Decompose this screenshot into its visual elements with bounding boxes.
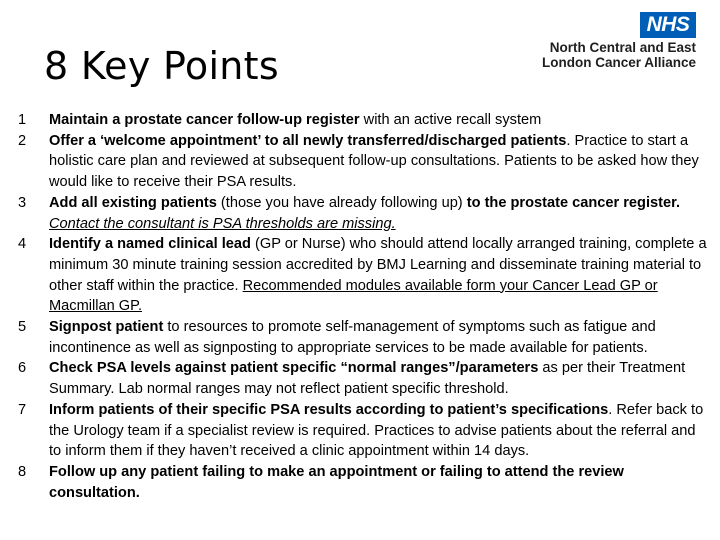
key-point-4 [16,234,708,317]
point-number: 5 [18,319,27,336]
point-text [49,131,708,193]
point-body: (GP or Nurse) who should attend locally arranged training, complete a minimum 30 minute training session accredited by BMJ Learning and disseminate training material to other staff within the practice. [49,236,707,294]
nhs-logo [524,12,696,72]
point-heading: Inform patients of their specific PSA results according to patient’s specifications [49,401,609,418]
point-heading: Add all existing patients [49,194,217,211]
organisation-name-line2: London Cancer Alliance [541,55,696,70]
point-number: 2 [18,132,27,149]
point-text [49,462,708,503]
point-heading: Identify a named clinical lead [49,236,251,253]
key-point-5 [16,317,708,358]
point-note: Contact the consultant is PSA thresholds are missing. [49,215,396,232]
recommended-modules-link[interactable]: Recommended modules available form your Cancer Lead GP or Macmillan GP. [49,277,658,315]
point-number: 7 [18,401,27,418]
key-point-3 [16,193,708,234]
point-text [49,400,708,462]
point-number: 4 [18,236,27,253]
point-body: . Practice to start a holistic care plan and reviewed at subsequent follow-up consultations. Patients to be asked how they would like to receive their PSA results. [49,132,699,191]
key-points-list [16,110,708,503]
point-heading-continued: to the prostate cancer register. [466,194,681,211]
point-number: 3 [18,194,27,211]
key-point-6 [16,358,708,399]
point-number: 8 [18,463,27,480]
point-body: as per their Treatment Summary. Lab normal ranges may not reflect patient specific threshold. [49,360,686,398]
point-body: to resources to promote self-management of symptoms such as fatigue and incontinence as well as signposting to appropriate services to be made available for patients. [49,319,656,356]
nhs-logo-badge: NHS [640,12,696,38]
key-point-1 [16,110,708,131]
key-point-2 [16,131,708,193]
key-point-8 [16,462,708,503]
point-text [49,193,708,234]
point-heading: Follow up any patient failing to make an appointment or failing to attend the review consultation. [49,463,624,501]
point-heading: Signpost patient [49,319,164,336]
point-number: 1 [18,112,27,128]
point-text [49,110,708,131]
point-body: (those you have already following up) [216,194,467,211]
point-text [49,234,708,317]
point-heading: Maintain a prostate cancer follow-up register [49,112,360,128]
point-body: with an active recall system [359,112,542,128]
organisation-name [542,40,696,70]
key-point-7 [16,400,708,462]
point-text [49,317,708,358]
point-number: 6 [18,360,27,377]
point-heading: Offer a ‘welcome appointment’ to all newly transferred/discharged patients [49,132,567,149]
page-title: 8 Key Points [44,44,279,88]
organisation-name-line1: North Central and East [549,40,696,55]
point-body: . Refer back to the Urology team if a specialist review is required. Practices to advise patients about the referral and to inform them if they haven’t received a clinic appointment within 14 days. [49,401,704,460]
point-text [49,358,708,399]
point-heading: Check PSA levels against patient specific “normal ranges”/parameters [49,360,539,377]
